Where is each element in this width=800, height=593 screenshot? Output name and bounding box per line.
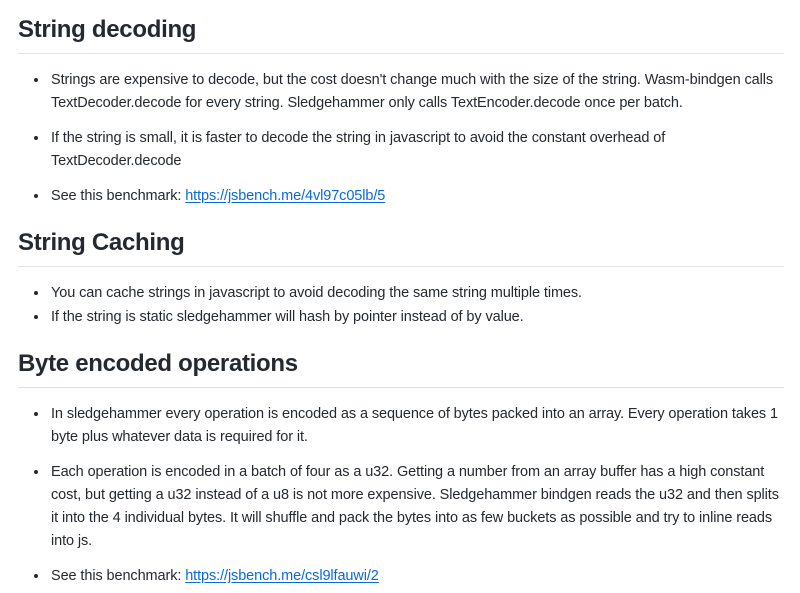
list-item (49, 461, 784, 553)
document-section (18, 15, 784, 208)
list-item (49, 565, 784, 588)
list-item (49, 185, 784, 208)
section-list (18, 282, 784, 330)
list-item (49, 282, 784, 305)
section-list (18, 69, 784, 208)
list-item-text: You can cache strings in javascript to avoid decoding the same string multiple times. (51, 284, 582, 301)
list-item-text: In sledgehammer every operation is encoded as a sequence of bytes packed into an array. Every operation takes 1 byte plus whatever data is required for it. (51, 406, 778, 446)
benchmark-link[interactable]: https://jsbench.me/csl9lfauwi/2 (185, 567, 379, 584)
list-item (49, 127, 784, 173)
list-item-text: If the string is small, it is faster to decode the string in javascript to avoid the constant overhead of TextDecoder.decode (51, 129, 666, 169)
section-list (18, 403, 784, 587)
document-section (18, 349, 784, 587)
section-heading: Byte encoded operations (18, 349, 784, 388)
list-item-text: Strings are expensive to decode, but the cost doesn't change much with the size of the string. Wasm-bindgen calls TextDecoder.decode for every string. Sledgehammer only calls TextEncoder.decode once per batch. (51, 72, 773, 111)
list-item-text: Each operation is encoded in a batch of four as a u32. Getting a number from an array buffer has a high constant cost, but getting a u32 instead of a u8 is not more expensive. Sledgehammer bindgen reads the u32 and then splits it into the 4 individual bytes. It will shuffle and pack the bytes into as few buckets as possible and try to inline reads into js. (51, 464, 779, 549)
section-heading: String decoding (18, 15, 784, 54)
section-heading: String Caching (18, 228, 784, 267)
list-item (49, 69, 784, 115)
list-item-text: See this benchmark: (51, 187, 186, 204)
list-item (49, 306, 784, 329)
benchmark-link[interactable]: https://jsbench.me/4vl97c05lb/5 (185, 187, 386, 204)
document-section (18, 228, 784, 330)
list-item (49, 403, 784, 449)
list-item-text: If the string is static sledgehammer will hash by pointer instead of by value. (51, 309, 524, 326)
list-item-text: See this benchmark: (51, 567, 186, 584)
